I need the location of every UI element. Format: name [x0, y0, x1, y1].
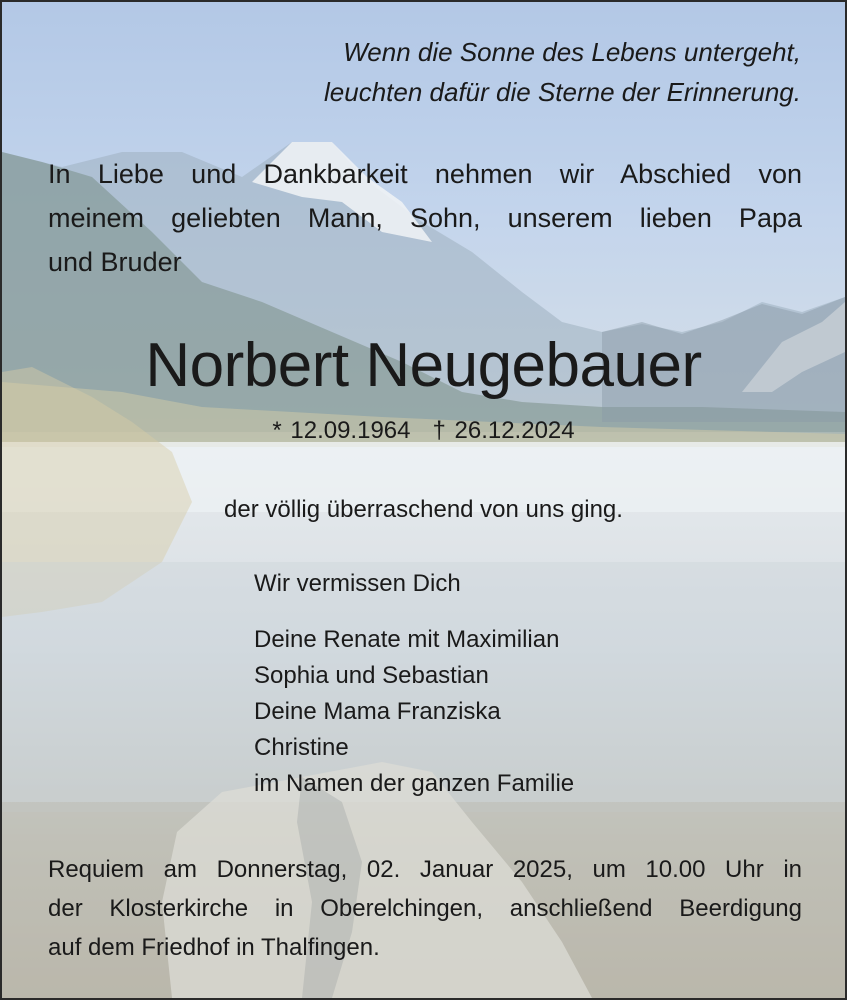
motto-line: Wenn die Sonne des Lebens untergeht, — [343, 37, 801, 67]
deceased-name: Norbert Neugebauer — [145, 331, 702, 400]
intro-text — [48, 152, 802, 284]
birth-date: * 12.09.1964 — [272, 417, 411, 444]
mourners-list — [254, 622, 574, 802]
intro-line: meinem geliebten Mann, Sohn, unserem lieben Papa — [48, 203, 802, 233]
service-line: Requiem am Donnerstag, 02. Januar 2025, um 10.00 Uhr in — [48, 856, 802, 883]
mourner: Deine Mama Franziska — [254, 698, 501, 725]
intro-line: In Liebe und Dankbarkeit nehmen wir Abschied von — [48, 159, 802, 189]
intro-line: und Bruder — [48, 247, 182, 277]
service-line: auf dem Friedhof in Thalfingen. — [48, 934, 380, 961]
circumstance-text: der völlig überraschend von uns ging. — [224, 496, 623, 523]
mourner: Christine — [254, 734, 349, 761]
death-date: † 26.12.2024 — [432, 417, 575, 444]
life-dates — [2, 417, 845, 445]
mourner: Sophia und Sebastian — [254, 662, 489, 689]
service-details — [48, 850, 802, 967]
mourner: Deine Renate mit Maximilian — [254, 626, 560, 653]
service-line: der Klosterkirche in Oberelchingen, anschließend Beerdigung — [48, 895, 802, 922]
motto-line: leuchten dafür die Sterne der Erinnerung. — [324, 77, 801, 107]
mourner: im Namen der ganzen Familie — [254, 770, 575, 797]
motto-quote — [324, 32, 801, 112]
closing-phrase: Wir vermissen Dich — [254, 570, 461, 597]
